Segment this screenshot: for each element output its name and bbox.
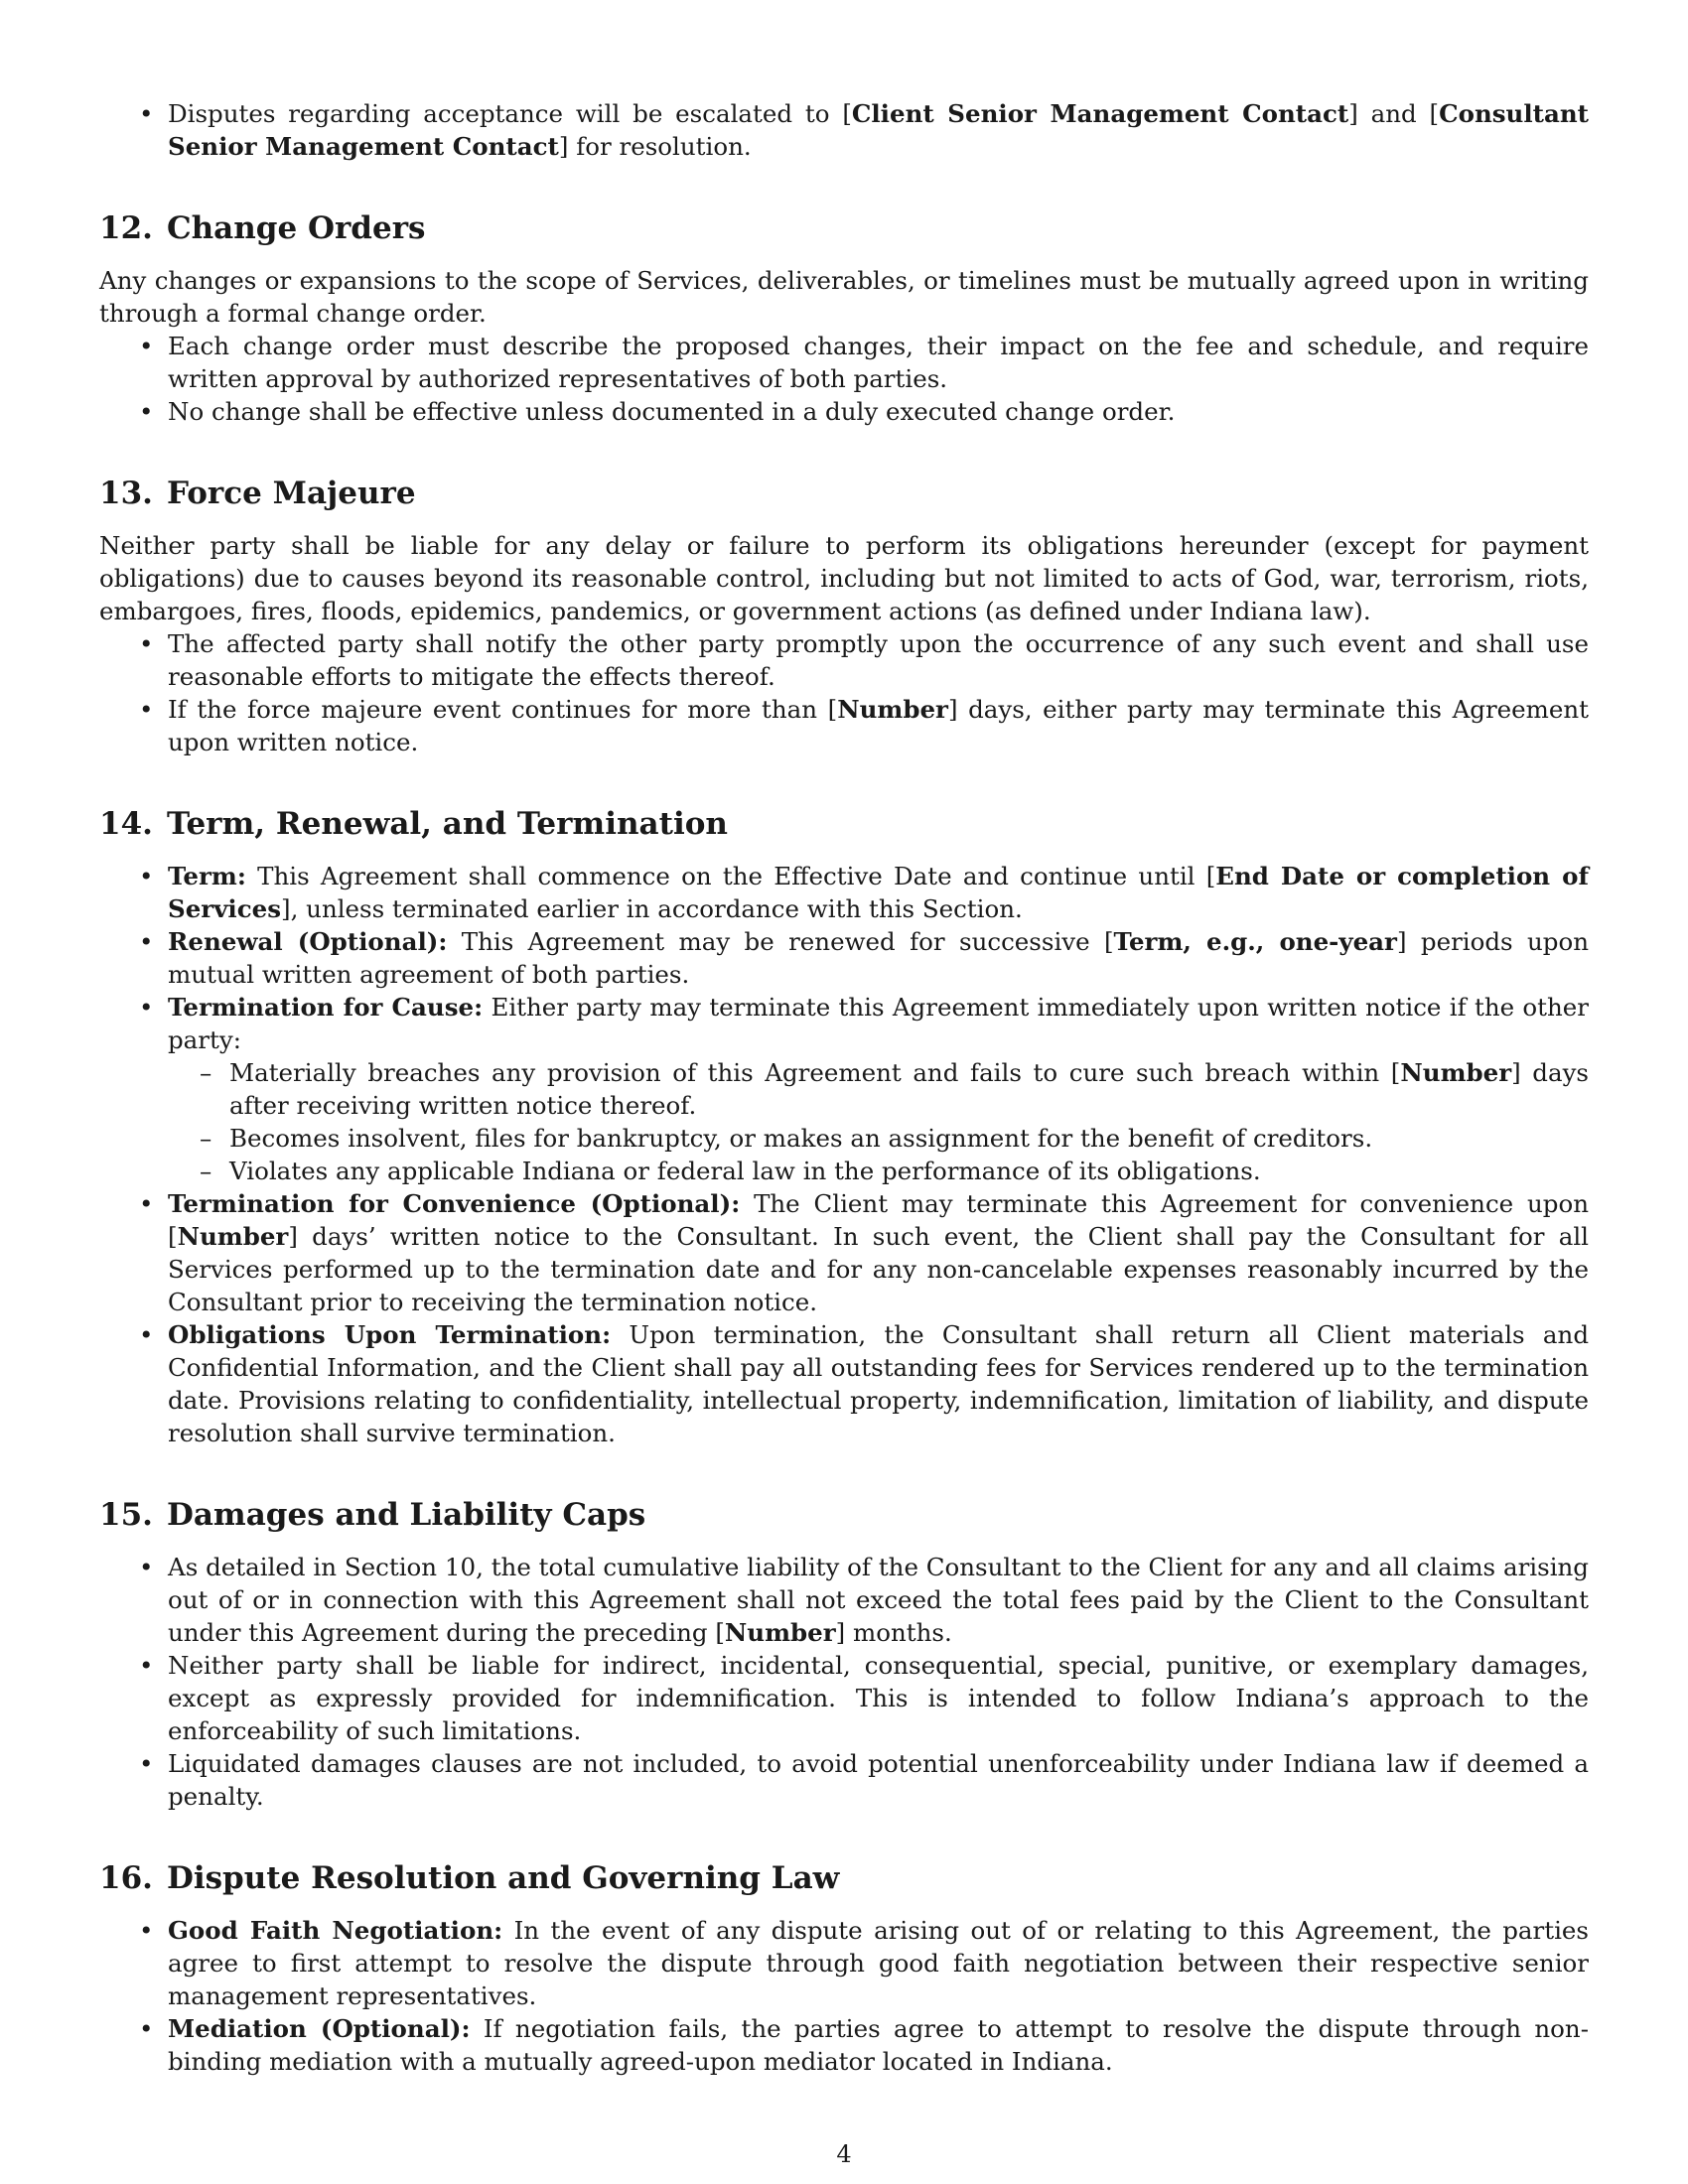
sublist-item: – Materially breaches any provision of this Agreement and fails to cure such breach within [Number] days after receiving written notice thereof. (168, 1056, 1589, 1122)
change-orders-list (99, 330, 1589, 428)
list-item: • Renewal (Optional): This Agreement may be renewed for successive [Term, e.g., one-year] periods upon mutual written agreement of both parties. (99, 925, 1589, 991)
section-heading-damages: 15. Damages and Liability Caps (99, 1497, 646, 1533)
list-item: • The affected party shall notify the other party promptly upon the occurrence of any such event and shall use reasonable efforts to mitigate the effects thereof. (99, 627, 1589, 693)
dispute-list (99, 1914, 1589, 2078)
section-heading-force-majeure: 13. Force Majeure (99, 476, 416, 511)
list-item: • Each change order must describe the proposed changes, their impact on the fee and schedule, and require written approval by authorized representatives of both parties. (99, 330, 1589, 395)
term-list (99, 860, 1589, 1449)
section-heading-change-orders: 12. Change Orders (99, 210, 426, 246)
sublist-item: – Violates any applicable Indiana or federal law in the performance of its obligations. (168, 1155, 1589, 1187)
list-item: • As detailed in Section 10, the total cumulative liability of the Consultant to the Client for any and all claims arising out of or in connection with this Agreement shall not exceed the total fees paid by the Client to the Consultant under this Agreement during the preceding [Number] months. (99, 1551, 1589, 1649)
list-item: • Obligations Upon Termination: Upon termination, the Consultant shall return all Client materials and Confidential Information, and the Client shall pay all outstanding fees for Services rendered up to the termination date. Provisions relating to confidentiality, intellectual property, indemnification, limitation of liability, and dispute resolution shall survive termination. (99, 1318, 1589, 1449)
document-page (99, 97, 1589, 2078)
list-item: • Liquidated damages clauses are not included, to avoid potential unenforceability under Indiana law if deemed a penalty. (99, 1747, 1589, 1813)
escalation-list (99, 97, 1589, 163)
page-number: 4 (836, 2140, 852, 2168)
section-paragraph: Neither party shall be liable for any delay or failure to perform its obligations hereunder (except for payment obligations) due to causes beyond its reasonable control, including but not limited to acts of God, war, terrorism, riots, embargoes, fires, floods, epidemics, pandemics, or government actions (as defined under Indiana law). (99, 531, 1589, 625)
list-item: • Termination for Cause: Either party may terminate this Agreement immediately upon written notice if the other party: – Materially breaches any provision of this Agreement and fails to cure such breach within [Number] days after receiving written notice thereof. – Becomes insolvent, files for bankruptcy, or makes an assignment for the benefit of creditors. – Violates any applicable Indiana or federal law in the performance of its obligations. (99, 991, 1589, 1187)
list-item: • Good Faith Negotiation: In the event of any dispute arising out of or relating to this Agreement, the parties agree to first attempt to resolve the dispute through good faith negotiation between their respective senior management representatives. (99, 1914, 1589, 2012)
section-heading-dispute-resolution: 16. Dispute Resolution and Governing Law (99, 1860, 840, 1896)
list-item: • No change shall be effective unless documented in a duly executed change order. (99, 395, 1589, 428)
list-item: • Term: This Agreement shall commence on the Effective Date and continue until [End Date or completion of Services], unless terminated earlier in accordance with this Section. (99, 860, 1589, 925)
section-paragraph: Any changes or expansions to the scope of Services, deliverables, or timelines must be mutually agreed upon in writing through a formal change order. (99, 266, 1589, 328)
cause-sublist (168, 1056, 1589, 1187)
list-item: • Neither party shall be liable for indirect, incidental, consequential, special, punitive, or exemplary damages, except as expressly provided for indemnification. This is intended to follow Indiana’s approach to the enforceability of such limitations. (99, 1649, 1589, 1747)
force-majeure-list (99, 627, 1589, 758)
list-item: • Mediation (Optional): If negotiation fails, the parties agree to attempt to resolve the dispute through non-binding mediation with a mutually agreed-upon mediator located in Indiana. (99, 2012, 1589, 2078)
list-item: • Disputes regarding acceptance will be escalated to [Client Senior Management Contact] and [Consultant Senior Management Contact] for resolution. (99, 97, 1589, 163)
sublist-item: – Becomes insolvent, files for bankruptcy, or makes an assignment for the benefit of creditors. (168, 1122, 1589, 1155)
section-heading-term: 14. Term, Renewal, and Termination (99, 806, 728, 842)
list-item: • If the force majeure event continues for more than [Number] days, either party may terminate this Agreement upon written notice. (99, 693, 1589, 758)
list-item: • Termination for Convenience (Optional): The Client may terminate this Agreement for convenience upon [Number] days’ written notice to the Consultant. In such event, the Client shall pay the Consultant for all Services performed up to the termination date and for any non-cancelable expenses reasonably incurred by the Consultant prior to receiving the termination notice. (99, 1187, 1589, 1318)
damages-list (99, 1551, 1589, 1813)
